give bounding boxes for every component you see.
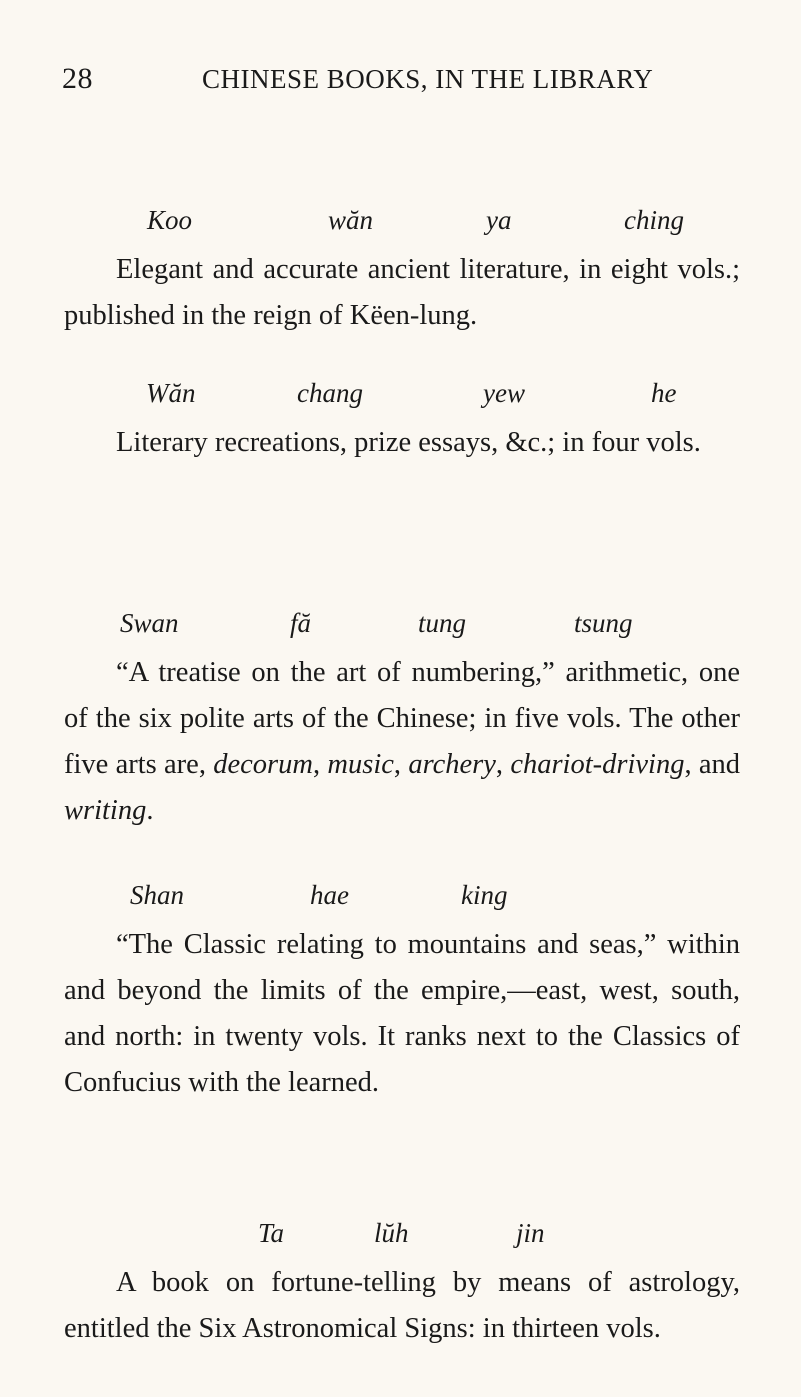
title-word: Shan <box>130 880 184 910</box>
book-entry <box>64 378 740 466</box>
romanized-title <box>64 378 740 414</box>
title-word: fă <box>290 608 312 638</box>
title-word: chang <box>297 378 363 408</box>
emphasis: writing <box>64 795 147 826</box>
romanized-title <box>64 608 740 644</box>
running-head: CHINESE BOOKS, IN THE LIBRARY <box>202 64 654 94</box>
entry-description: Elegant and accurate ancient literature, in eight vols.; published in the reign of Këen-lung. <box>64 254 740 331</box>
title-word: Ta <box>258 1218 285 1248</box>
entry-description: “The Classic relating to mountains and seas,” within and beyond the limits of the empire,—east, west, south, and north: in twenty vols. It ranks next to the Classics of Confucius with the learned. <box>64 929 740 1098</box>
title-word: lŭh <box>374 1218 409 1248</box>
title-word: Koo <box>147 205 193 235</box>
title-word: he <box>651 378 677 408</box>
page-number: 28 <box>62 62 93 95</box>
title-word: jin <box>516 1218 545 1248</box>
page-header <box>62 62 739 102</box>
book-entry <box>64 205 740 339</box>
romanized-title <box>64 880 740 916</box>
romanized-title <box>64 205 740 241</box>
entry-description: A book on fortune-telling by means of astrology, entitled the Six Astronomical Signs: in thirteen vols. <box>64 1267 740 1344</box>
emphasis: decorum <box>213 749 313 780</box>
title-word: ya <box>486 205 512 235</box>
book-entry <box>64 880 740 1106</box>
entry-description: Literary recreations, prize essays, &c.; in four vols. <box>116 427 701 458</box>
title-word: ching <box>624 205 684 235</box>
title-word: hae <box>310 880 349 910</box>
emphasis: chariot-driving <box>510 749 685 780</box>
title-word: king <box>461 880 508 910</box>
title-word: Wăn <box>146 378 196 408</box>
book-entry <box>64 1218 740 1352</box>
title-word: tsung <box>574 608 633 638</box>
book-entry <box>64 608 740 834</box>
title-word: yew <box>483 378 525 408</box>
emphasis: archery <box>408 749 496 780</box>
title-word: tung <box>418 608 467 638</box>
romanized-title <box>64 1218 740 1254</box>
emphasis: music <box>327 749 394 780</box>
entry-description: “A treatise on the art of numbering,” arithmetic, one of the six polite arts of the Chinese; in five vols. The other five arts are, decorum, music, archery, chariot-driving, and writing. <box>64 657 741 826</box>
title-word: wăn <box>328 205 374 235</box>
title-word: Swan <box>120 608 179 638</box>
